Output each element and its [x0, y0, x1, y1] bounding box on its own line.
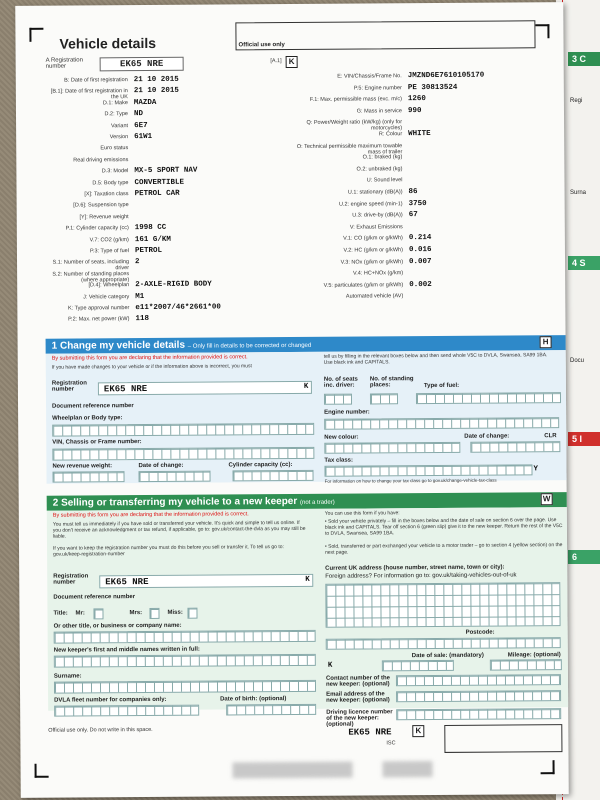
field-value: PE 30813524	[407, 83, 458, 92]
redacted-barcode	[233, 762, 353, 779]
s2-reg-letter: K	[305, 575, 310, 584]
revenue-input[interactable]	[52, 471, 124, 483]
field-label: P.3: Type of fuel	[89, 248, 129, 255]
section-1-letter: H	[540, 336, 552, 348]
corner-mark	[35, 764, 49, 778]
s2-mileage-label: Mileage: (optional)	[507, 652, 561, 659]
s2-reg-label: Registration number	[53, 573, 89, 586]
other-title-input[interactable]	[54, 630, 316, 644]
field-value: WHITE	[408, 130, 431, 139]
field-value: 0.214	[408, 234, 432, 243]
field-label: V.4: HC+NOx (g/km)	[353, 270, 404, 277]
side-regi: Regi	[570, 98, 583, 104]
s2-miss-label: Miss:	[167, 609, 183, 616]
dob-input[interactable]	[226, 704, 316, 716]
postcode-input[interactable]	[326, 637, 561, 650]
field-label: U.2: engine speed (min-1)	[339, 200, 403, 208]
field-value: 2-AXLE-RIGID BODY	[135, 280, 212, 290]
field-value: 0.002	[409, 280, 432, 289]
side-surname: Surna	[570, 190, 587, 196]
field-value: M1	[135, 292, 145, 301]
field-value: e11*2007/46*2661*00	[135, 303, 221, 313]
s1-tax-info: For information on how to change your tax class go to gov.uk/change-vehicle-tax-class	[324, 477, 497, 484]
official-use-label: Official use only	[238, 42, 285, 49]
s1-colour-label: New colour:	[324, 434, 359, 441]
colour-input[interactable]	[324, 442, 460, 454]
s2-fleet-label: DVLA fleet number for companies only:	[54, 696, 167, 704]
field-value: 0.016	[408, 246, 432, 255]
field-label: V.2: HC (g/km or g/kWh)	[343, 247, 403, 254]
section-2-title: 2 Selling or transferring my vehicle to a new keeper	[52, 495, 298, 509]
side-docu: Docu	[570, 358, 585, 364]
address-input[interactable]	[325, 582, 560, 628]
field-label: E: VIN/Chassis/Frame No.	[337, 73, 402, 80]
mr-checkbox[interactable]	[93, 608, 103, 619]
field-value: 1260	[407, 95, 426, 104]
field-label: O: Technical permissible maximum towable mass of trailer	[296, 142, 403, 156]
v5c-document	[15, 2, 569, 798]
field-label: D.3: Model	[101, 168, 129, 175]
section-2-right3: • Sold, transferred or part exchanged your vehicle to a motor trader – go to section 4 (yellow section) on the next page.	[325, 542, 563, 556]
miss-checkbox[interactable]	[187, 608, 197, 619]
s2-address-label: Current UK address (house number, street name, town or city):	[325, 564, 505, 572]
s2-title-label: Title:	[53, 610, 68, 617]
section-2-letter: W	[541, 493, 553, 505]
field-value: 21 10 2015	[133, 75, 179, 85]
s2-email-label: Email address of the new keeper: (optional)	[326, 691, 390, 704]
field-label: [X]: Taxation class	[84, 191, 129, 198]
field-value: PETROL	[134, 246, 162, 256]
s1-revenue-label: New revenue weight:	[52, 463, 113, 470]
section-6-header: 6	[568, 550, 600, 564]
field-label: P.5: Engine number	[353, 84, 402, 92]
s2-surname-label: Surname:	[53, 673, 82, 680]
field-label: D.2: Type	[104, 111, 129, 118]
field-label: S.1: Number of seats, including driver	[52, 259, 130, 272]
section-1-warning: By submitting this form you are declaring that the information provided is correct.	[51, 354, 248, 362]
colour-date-input[interactable]	[470, 441, 560, 453]
mrs-checkbox[interactable]	[149, 608, 159, 619]
field-label: G: Mass in service	[356, 108, 403, 115]
s2-dob-label: Date of birth: (optional)	[220, 696, 287, 703]
seats-input[interactable]	[324, 394, 352, 405]
s1-seats-label: No. of seats inc. driver:	[323, 376, 358, 389]
field-label: P.2: Max. net power (kW)	[68, 316, 130, 323]
field-label: Version	[109, 134, 129, 141]
field-label: [D.4]: Wheelplan	[88, 282, 130, 289]
section-2-right1: You can use this form if you have:	[324, 510, 400, 517]
field-label: O.2: unbraked (kg)	[356, 166, 403, 173]
vin-input[interactable]	[52, 447, 314, 461]
field-value: 2	[135, 258, 140, 267]
s2-contact-label: Contact number of the new keeper: (optional)	[325, 675, 390, 688]
field-label: D.1: Make	[102, 99, 128, 107]
section-1-subtitle: – Only fill in details to be corrected or changed	[187, 342, 312, 350]
engine-input[interactable]	[324, 417, 559, 430]
section-5-header: 5 I	[568, 432, 600, 446]
field-label: P.1: Cylinder capacity (cc)	[65, 225, 129, 232]
s1-taxclass-label: Tax class:	[324, 457, 354, 464]
field-value: 161 G/KM	[134, 235, 171, 244]
fleet-input[interactable]	[54, 705, 199, 717]
registration-label: A Registration number	[45, 57, 84, 70]
s1-reg-value: EK65 NRE	[103, 384, 148, 395]
email-input[interactable]	[396, 690, 561, 702]
s1-tax-letter: Y	[533, 465, 539, 474]
field-value: 3750	[408, 199, 427, 208]
field-label: V.1: CO (g/km or g/kWh)	[343, 235, 403, 243]
field-label: Q: Power/Weight ratio (kW/kg) (only for motorcycles)	[306, 119, 403, 132]
field-value: 6E7	[134, 121, 148, 130]
section-3-header: 3 C	[568, 52, 600, 66]
redacted-code	[383, 761, 433, 777]
field-value: 61W1	[134, 132, 153, 142]
page-title: Vehicle details	[59, 34, 157, 52]
wheelplan-input[interactable]	[52, 423, 314, 437]
field-value: MX-5 SPORT NAV	[134, 166, 198, 176]
field-label: V.7: CO2 (g/km)	[89, 236, 129, 244]
s1-wheelplan-label: Wheelplan or Body type:	[52, 415, 123, 422]
field-label: U: Sound level	[366, 177, 403, 184]
section-2-warning: By submitting this form you are declaring that the information provided is correct.	[52, 511, 249, 519]
s2-docref-label: Document reference number	[53, 594, 136, 601]
field-value: JMZND6E7610105170	[407, 71, 485, 81]
s1-fuel-label: Type of fuel:	[423, 382, 460, 390]
section-1-intro: If you have made changes to your vehicle or if the information above is incorrect, you must	[51, 363, 252, 371]
section-1-intro-right: tell us by filling in the relevant boxes below and then send whole V5C to DVLA, Swansea, SA99 1BA. Use black ink and CAPITALS.	[323, 352, 548, 366]
taxclass-input[interactable]	[324, 464, 532, 476]
footer-reg: EK65 NRE	[348, 727, 392, 738]
section-2-para1: You must tell us immediately if you have sold or transferred your vehicle. It's quick and simple to tell us online. If you don't receive an acknowledgment or tax refund, if applicable, go to: gov.uk/contact-the-dvla as you may still be liable.	[52, 519, 306, 540]
fuel-input[interactable]	[416, 392, 561, 404]
field-label: [B.1]: Date of first registration in the UK	[50, 88, 128, 101]
s1-datechange2-label: Date of change:	[464, 433, 510, 440]
field-label: V: Exhaust Emissions	[349, 224, 403, 231]
standing-input[interactable]	[370, 393, 398, 404]
field-label: [D.6]: Suspension type	[73, 202, 129, 209]
field-label: V.3: NOx (g/km or g/kWh)	[340, 258, 404, 266]
field-label: O.1: braked (kg)	[362, 154, 403, 161]
s2-reg-value: EK65 NRE	[105, 577, 149, 588]
field-label: D.5: Body type	[92, 179, 129, 186]
s2-k-letter: K	[327, 661, 333, 670]
field-label: Real driving emissions	[73, 156, 129, 164]
s1-cyl-label: Cylinder capacity (cc):	[228, 461, 293, 469]
s1-datechange-label: Date of change:	[138, 462, 184, 470]
section-2-subtitle: (not a trader)	[300, 499, 335, 506]
s2-othertitle-label: Or other title, or business or company name:	[53, 622, 182, 630]
s1-docref-label: Document reference number	[52, 403, 134, 410]
field-value: CONVERTIBLE	[134, 178, 185, 187]
field-value: MAZDA	[133, 98, 157, 107]
contact-input[interactable]	[396, 674, 561, 686]
s2-postcode-label: Postcode:	[465, 629, 495, 636]
field-value: PETROL CAR	[134, 189, 180, 199]
s2-licence-label: Driving licence number of the new keeper: (optional)	[326, 709, 393, 728]
field-label: U.1: stationary (dB(A))	[347, 189, 403, 196]
s1-standing-label: No. of standing places:	[369, 376, 414, 389]
field-label: Variant	[111, 122, 129, 129]
field-value: 118	[135, 315, 149, 324]
footer-letter: K	[412, 725, 424, 737]
field-label: Euro status	[100, 145, 129, 152]
s1-reg-label: Registration number	[51, 380, 87, 393]
corner-mark	[29, 28, 43, 42]
field-label: R: Colour	[378, 131, 403, 138]
s1-engine-label: Engine number:	[324, 409, 370, 416]
field-label: J: Vehicle category	[83, 293, 130, 301]
cyl-input[interactable]	[232, 470, 313, 482]
field-label: K: Type approval number	[67, 305, 130, 312]
field-value: ND	[133, 110, 144, 119]
s2-mrs-label: Mrs:	[129, 610, 143, 617]
date-sale-input[interactable]	[382, 660, 454, 672]
section-1-title: 1 Change my vehicle details	[51, 339, 186, 352]
field-label: B: Date of first registration	[64, 77, 128, 84]
field-label: U.3: drive-by (dB(A))	[352, 212, 403, 219]
field-label: [Y]: Revenue weight	[79, 213, 129, 221]
field-value: 67	[408, 211, 418, 220]
s2-foreign-label: Foreign address? For information go to: gov.uk/taking-vehicles-out-of-uk	[325, 572, 517, 580]
field-value: 86	[408, 188, 418, 197]
field-value: 0.007	[409, 257, 432, 266]
a1-value: K	[286, 56, 298, 68]
s1-reg-letter: K	[303, 382, 309, 391]
footer-official-note: Official use only. Do not write in this space.	[48, 726, 153, 734]
field-value: 1998 CC	[134, 224, 167, 233]
surname-input[interactable]	[54, 680, 316, 694]
official-use-box	[235, 20, 535, 50]
field-value: 21 10 2015	[133, 87, 179, 96]
date-change-input[interactable]	[138, 471, 210, 483]
section-2-right2: • Sold your vehicle privately – fill in the boxes below and the date of sale on section 6 over the page. Use black ink and CAPITALS. Tear off section 6 (green slip) give it to the new keeper. Return the rest of the V5C to DVLA, Swansea, SA99 1BA.	[324, 517, 563, 537]
s2-mr-label: Mr:	[75, 610, 85, 617]
section-2-para2: If you want to keep the registration number you must do this before you sell or transfer it. To tell us go to: gov.uk/keep-registration-number	[53, 544, 284, 558]
s2-firstnames-label: New keeper's first and middle names written in full:	[53, 646, 200, 654]
s1-clr-label: CLR	[544, 433, 557, 440]
corner-mark	[535, 24, 549, 38]
field-label: V.5: particulates (g/km or g/kWh)	[323, 282, 404, 289]
footer-isc: ISC	[386, 740, 396, 747]
first-names-input[interactable]	[54, 654, 316, 668]
a1-label: [A.1]	[270, 58, 282, 65]
registration-value: EK65 NRE	[100, 57, 184, 72]
footer-box	[444, 724, 562, 753]
field-label: Automated vehicle (AV)	[345, 293, 404, 301]
mileage-input[interactable]	[490, 659, 562, 671]
section-4-header: 4 S	[568, 256, 600, 270]
field-label: F.1: Max. permissible mass (exc. m/c)	[309, 96, 402, 104]
s2-datesale-label: Date of sale: (mandatory)	[411, 652, 484, 660]
corner-mark	[541, 760, 555, 774]
field-value: 990	[407, 106, 422, 115]
field-label: S.2: Number of standing places (where appropriate)	[52, 270, 130, 284]
licence-input[interactable]	[396, 708, 561, 720]
s1-vin-label: VIN, Chassis or Frame number:	[52, 439, 142, 446]
